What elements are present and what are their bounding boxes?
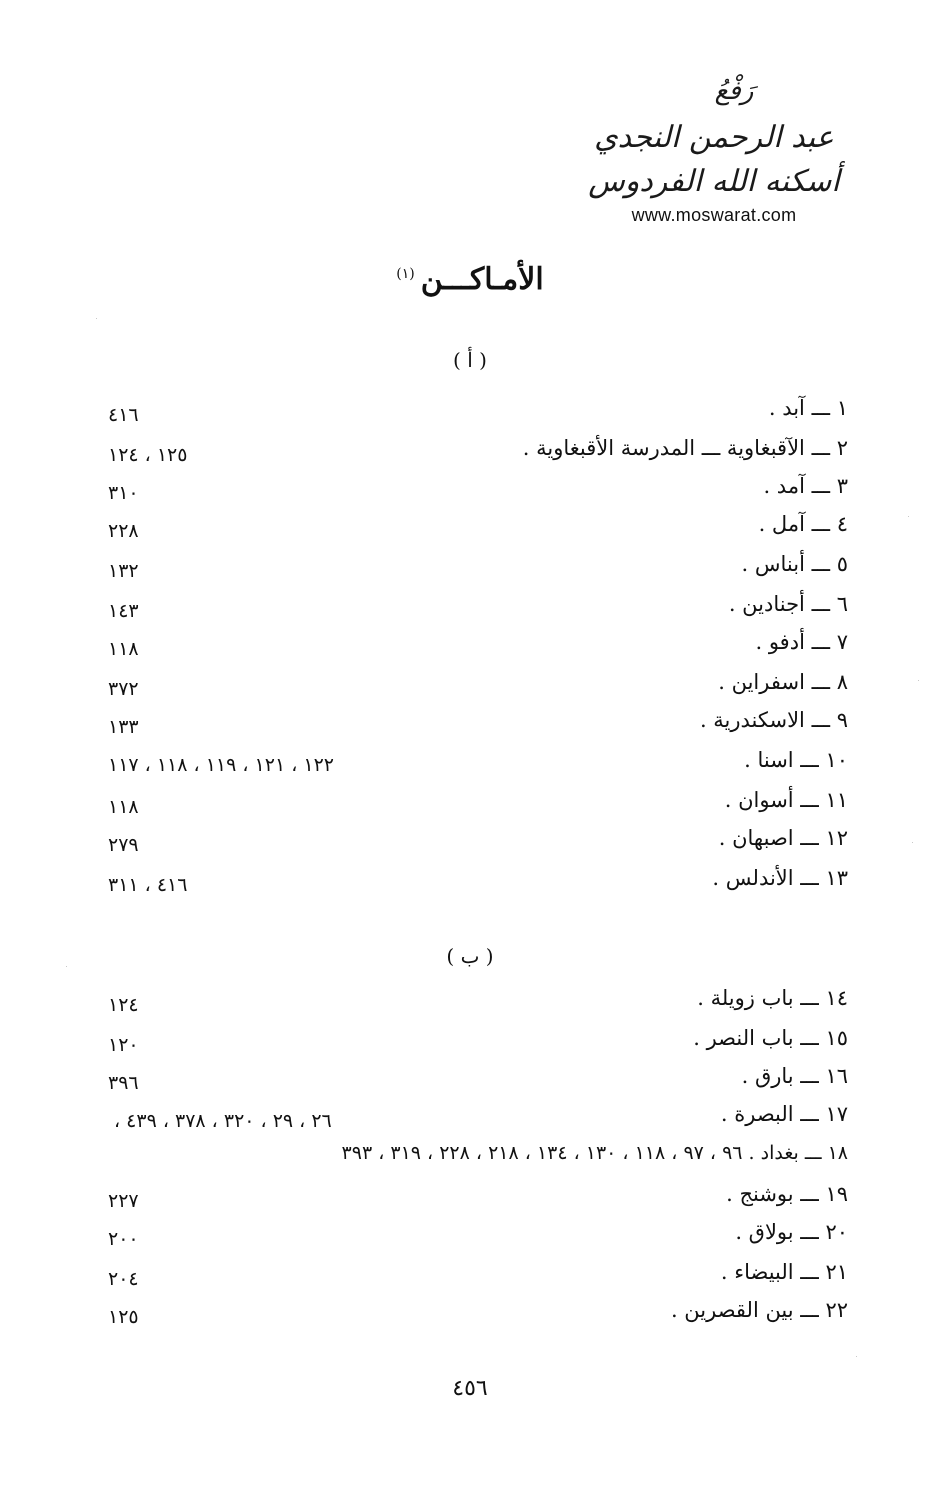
index-row [108,1220,848,1256]
entry-label: ٩ ـــ الاسكندرية . [699,708,848,732]
entry-pages: ٢٦ ، ٢٩ ، ٣٢٠ ، ٣٧٨ ، ٤٣٩ ، [114,1110,332,1132]
entry-pages: ١٢٠ [108,1034,139,1056]
scan-speck [912,842,913,843]
scan-speck [908,516,909,517]
index-row [108,1026,848,1062]
entry-pages: ١٢٥ ، ١٢٤ [108,444,188,466]
index-row [108,1102,848,1138]
entry-label: ١١ ـــ أسوان . [724,788,848,812]
section-heading-ba: ( ب ) [446,944,494,968]
index-row [108,396,848,432]
attribution-stamp [584,66,844,226]
entry-label: ٥ ـــ أبناس . [741,552,848,576]
scan-speck [918,680,919,681]
index-row [108,474,848,510]
entry-label: ١ ـــ آبد . [768,396,848,420]
stamp-raf-text: رَفْعُ [714,76,754,106]
entry-pages: ١٢٢ ، ١٢١ ، ١١٩ ، ١١٨ ، ١١٧ [108,754,334,776]
entry-pages: ١١٨ [108,638,139,660]
entry-label: ١٣ ـــ الأندلس . [712,866,848,890]
index-row [108,866,848,902]
index-row [108,436,848,472]
entry-pages: ٢٧٩ [108,834,139,856]
entry-label: ٢ ـــ الآقبغاوية ـــ المدرسة الأقبغاوية . [522,436,848,460]
index-row [108,1182,848,1218]
entry-pages: ٣٩٦ [108,1072,139,1094]
entry-pages: ٣٧٢ [108,678,139,700]
entry-pages: ١٤٣ [108,600,139,622]
entry-label: ١٢ ـــ اصبهان . [718,826,848,850]
index-row [108,1064,848,1100]
index-row [108,986,848,1022]
entry-label: ٦ ـــ أجنادين . [728,592,848,616]
entry-pages: ١٢٥ [108,1306,139,1328]
entry-label: ١٤ ـــ باب زويلة . [697,986,848,1010]
title-footnote-marker: (١) [396,266,415,282]
index-row [108,748,848,784]
index-title-text: الأمـاكـــن [420,262,544,297]
entry-label: ٣ ـــ آمد . [763,474,848,498]
scan-speck [66,966,67,967]
entry-pages: ١٣٢ [108,560,139,582]
entry-label: ٢١ ـــ البيضاء . [720,1260,848,1284]
entry-label: ١٩ ـــ بوشنج . [726,1182,848,1206]
index-row [108,552,848,588]
entry-pages: ١١٨ [108,796,139,818]
entry-pages: ١٢٤ [108,994,139,1016]
section-heading-alif: ( أ ) [453,348,487,372]
index-row [108,1260,848,1296]
index-row [108,788,848,824]
index-row [108,1142,848,1178]
stamp-name-text: عبد الرحمن النجدي [594,120,834,155]
entry-pages: ٢٢٨ [108,520,139,542]
index-row [108,826,848,862]
index-row [108,708,848,744]
stamp-url: www.moswarat.com [631,205,797,225]
entry-label: ٧ ـــ أدفو . [755,630,848,654]
entry-label: ٢٢ ـــ بين القصرين . [670,1298,848,1322]
entry-label: ١٧ ـــ البصرة . [720,1102,848,1126]
entry-label: ٤ ـــ آمل . [758,512,848,536]
entry-label: ١٥ ـــ باب النصر . [693,1026,848,1050]
entry-pages: ٣١٠ [108,482,139,504]
entry-pages: ٢٢٧ [108,1190,139,1212]
entry-pages: ١٣٣ [108,716,139,738]
entry-pages: ٤١٦ [108,404,139,426]
index-row [108,670,848,706]
entry-label: ٨ ـــ اسفراين . [718,670,848,694]
index-row [108,512,848,548]
scan-speck [96,318,97,319]
entry-label: ١٨ ـــ بغداد . ٩٦ ، ٩٧ ، ١١٨ ، ١٣٠ ، ١٣٤ ، ٢١٨ ، ٢٢٨ ، ٣١٩ ، ٣٩٣ [341,1142,848,1164]
entry-pages: ٤١٦ ، ٣١١ [108,874,188,896]
entry-label: ١٦ ـــ بارق . [741,1064,848,1088]
index-row [108,592,848,628]
entry-label: ٢٠ ـــ بولاق . [735,1220,848,1244]
index-row [108,630,848,666]
stamp-prayer-text: أسكنه الله الفردوس [588,164,840,199]
scan-speck [856,1356,857,1357]
entry-label: ١٠ ـــ اسنا . [744,748,848,772]
entry-pages: ٢٠٠ [108,1228,139,1250]
entry-pages: ٢٠٤ [108,1268,139,1290]
index-title [0,262,940,297]
page-number: ٤٥٦ [452,1376,488,1401]
index-row [108,1298,848,1334]
